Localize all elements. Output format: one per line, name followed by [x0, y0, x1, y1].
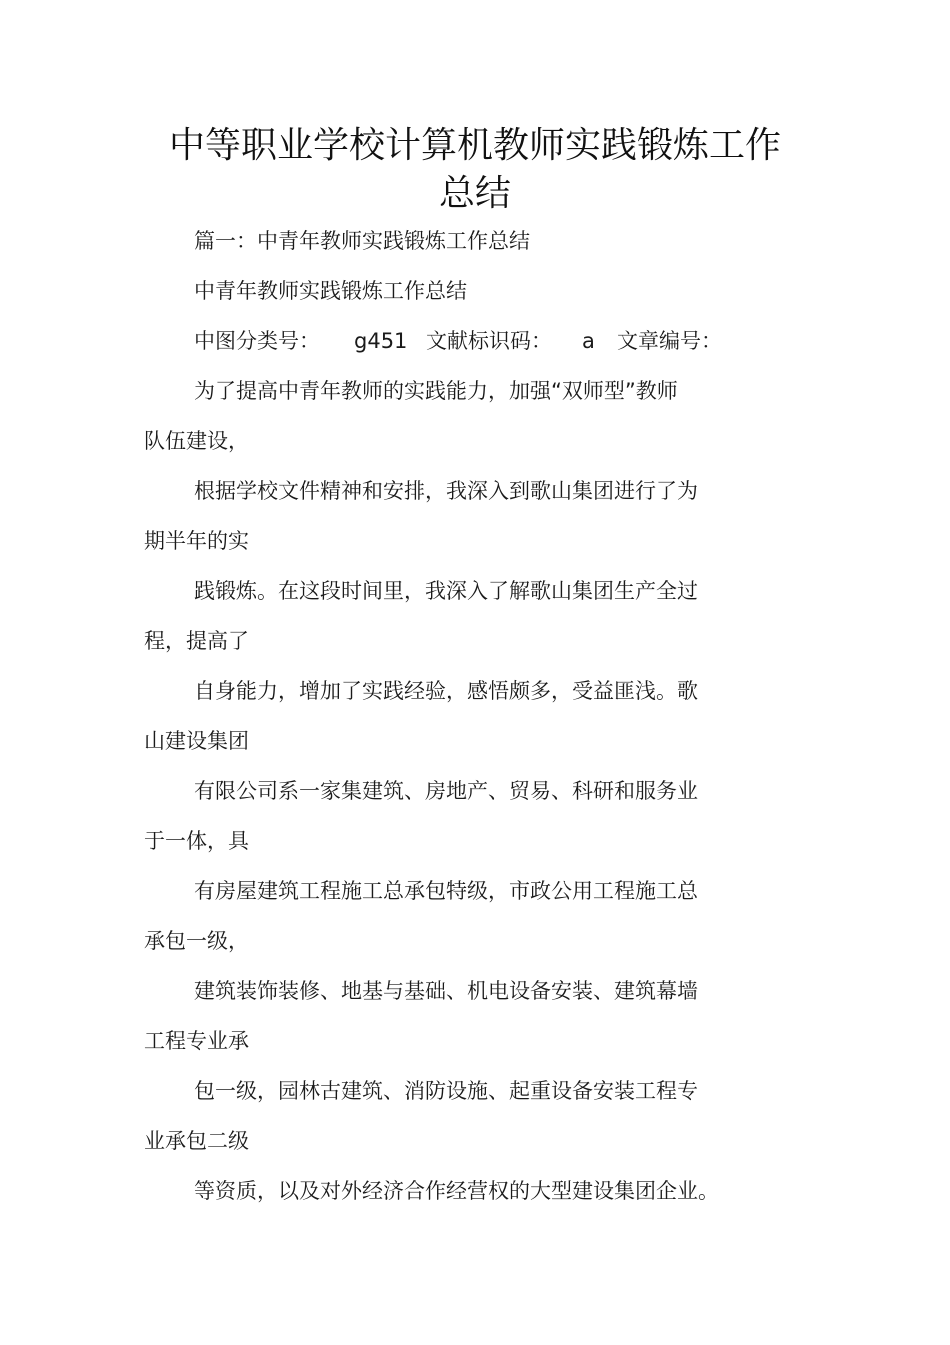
- section-subtitle: 中青年教师实践锻炼工作总结: [194, 279, 467, 303]
- paragraph-6-line-1: 有房屋建筑工程施工总承包特级，市政公用工程施工总: [194, 879, 698, 903]
- paragraph-7-line-1: 建筑装饰装修、地基与基础、机电设备安装、建筑幕墙: [194, 979, 698, 1003]
- paragraph-2-line-1: 根据学校文件精神和安排，我深入到歌山集团进行了为: [194, 479, 698, 503]
- clc-label: 中图分类号：: [194, 329, 320, 353]
- doc-code-value: a: [582, 329, 595, 353]
- paragraph-3-line-2: 程，提高了: [144, 629, 249, 653]
- paragraph-1-line-2: 队伍建设，: [144, 429, 249, 453]
- doc-code-label: 文献标识码：: [426, 329, 552, 353]
- paragraph-3-line-1: 践锻炼。在这段时间里，我深入了解歌山集团生产全过: [194, 579, 698, 603]
- document-title-line-1: 中等职业学校计算机教师实践锻炼工作: [168, 125, 781, 166]
- paragraph-8-line-1: 包一级，园林古建筑、消防设施、起重设备安装工程专: [194, 1079, 698, 1103]
- article-no-label: 文章编号：: [617, 329, 722, 353]
- paragraph-4-line-1: 自身能力，增加了实践经验，感悟颇多，受益匪浅。歌: [194, 679, 698, 703]
- paragraph-1-line-1: 为了提高中青年教师的实践能力，加强“双师型”教师: [194, 379, 678, 403]
- clc-value: g451: [354, 329, 408, 353]
- document-title-line-2: 总结: [438, 173, 511, 214]
- paragraph-5-line-1: 有限公司系一家集建筑、房地产、贸易、科研和服务业: [194, 779, 698, 803]
- paragraph-2-line-2: 期半年的实: [144, 529, 249, 553]
- paragraph-8-line-2: 业承包二级: [144, 1129, 249, 1153]
- section-heading: 篇一：中青年教师实践锻炼工作总结: [194, 229, 530, 253]
- paragraph-7-line-2: 工程专业承: [144, 1029, 249, 1053]
- paragraph-6-line-2: 承包一级，: [144, 929, 249, 953]
- paragraph-5-line-2: 于一体，具: [144, 829, 249, 853]
- paragraph-4-line-2: 山建设集团: [144, 729, 249, 753]
- paragraph-9-line-1: 等资质，以及对外经济合作经营权的大型建设集团企业。: [194, 1179, 719, 1203]
